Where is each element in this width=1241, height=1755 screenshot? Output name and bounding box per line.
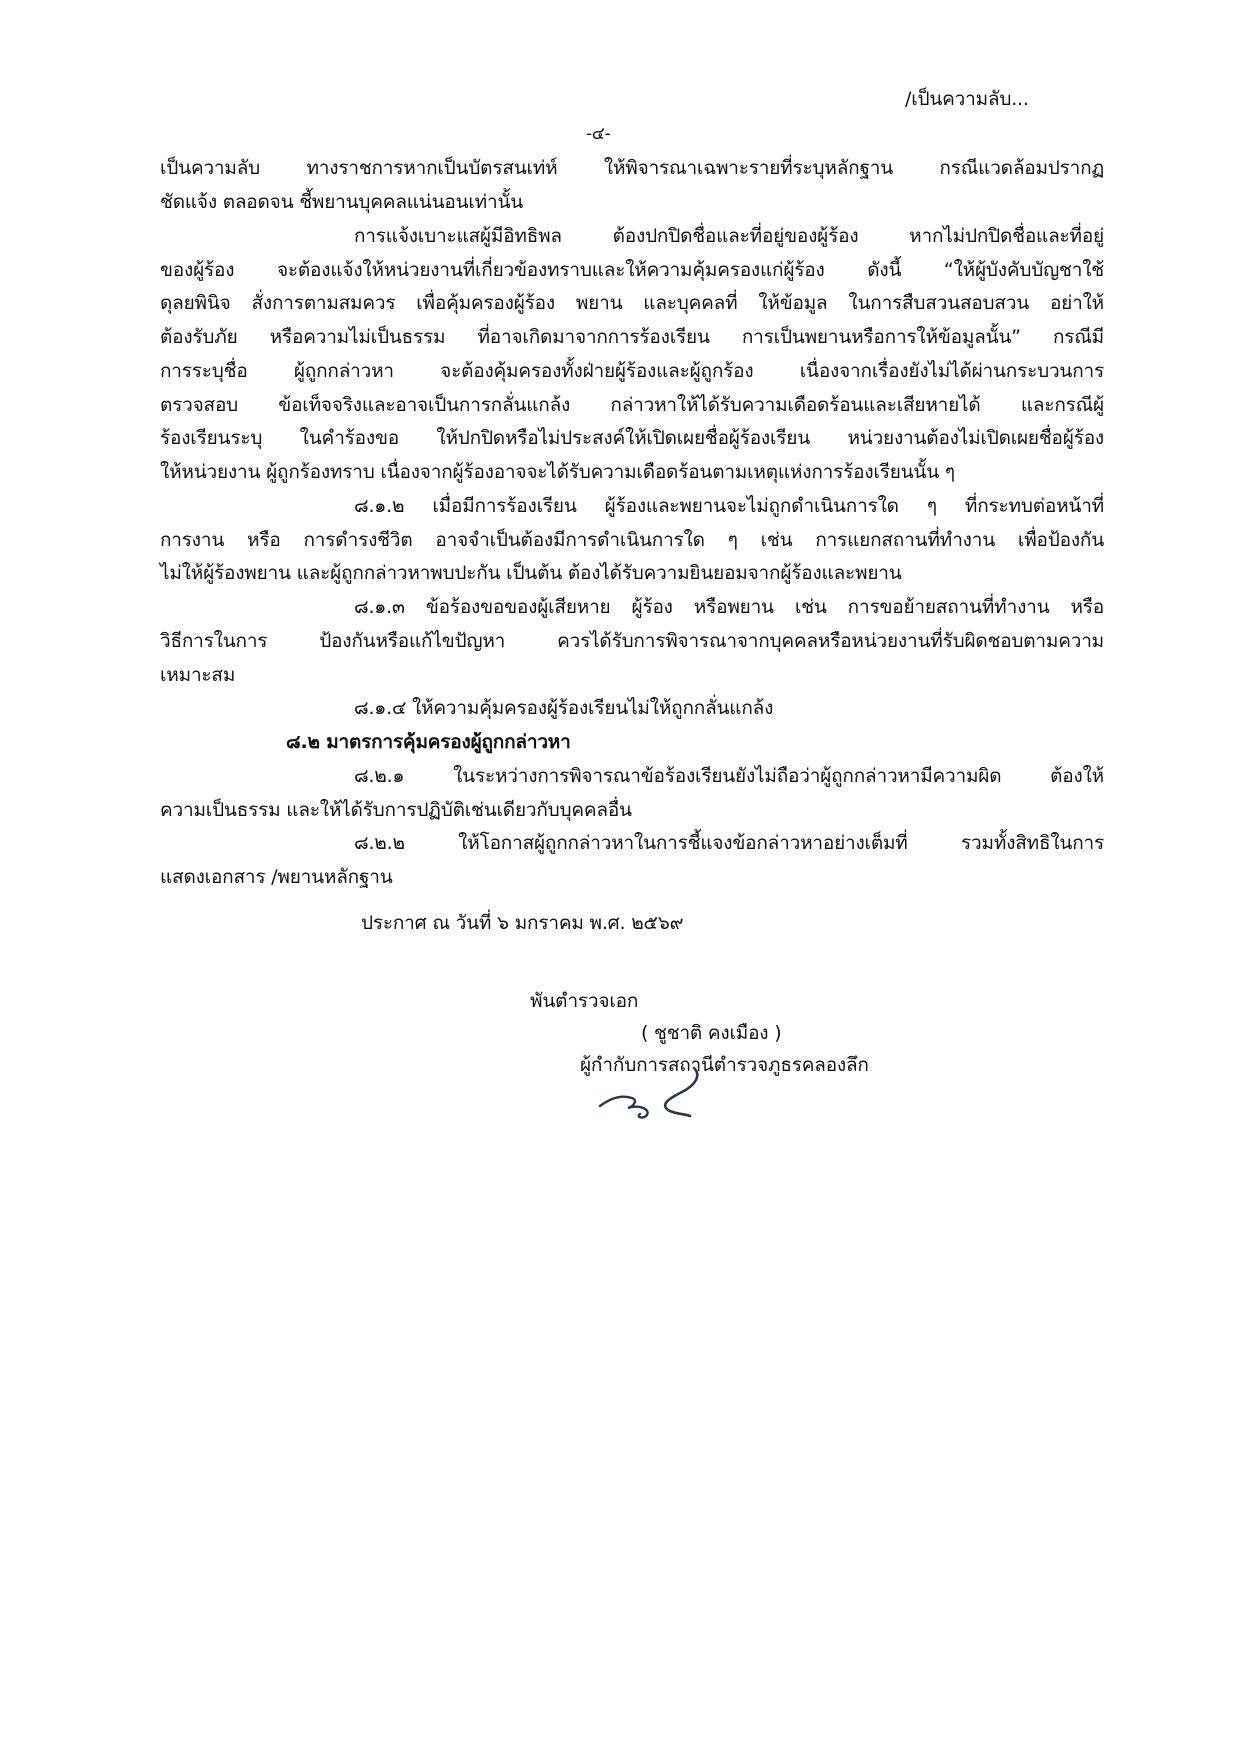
clause-8-2-2: ๘.๒.๒ ให้โอกาสผู้ถูกกล่าวหาในการชี้แจงข้อกล่าวหาอย่างเต็มที่ รวมทั้งสิทธิในการ	[354, 832, 1104, 854]
paragraph-line: แสดงเอกสาร /พยานหลักฐาน	[160, 866, 393, 888]
paragraph-line: ชัดแจ้ง ตลอดจน ชี้พยานบุคคลแน่นอนเท่านั้น	[160, 191, 524, 213]
clause-8-1-3: ๘.๑.๓ ข้อร้องขอของผู้เสียหาย ผู้ร้อง หรือพยาน เช่น การขอย้ายสถานที่ทำงาน หรือ	[354, 596, 1104, 618]
paragraph-line: การงาน หรือ การดำรงชีวิต อาจจำเป็นต้องมีการดำเนินการใด ๆ เช่น การแยกสถานที่ทำงาน เพื่อป้องกัน	[160, 529, 1104, 551]
continuation-marker: /เป็นความลับ...	[905, 88, 1029, 110]
paragraph-line: การระบุชื่อ ผู้ถูกกล่าวหา จะต้องคุ้มครองทั้งฝ่ายผู้ร้องและผู้ถูกร้อง เนื่องจากเรื่องยังไม่ได้ผ่านกระบวนการ	[160, 360, 1104, 382]
announcement-date: ประกาศ ณ วันที่ ๖ มกราคม พ.ศ. ๒๕๖๙	[361, 912, 684, 934]
paragraph-line: ตรวจสอบ ข้อเท็จจริงและอาจเป็นการกลั่นแกล้ง กล่าวหาให้ได้รับความเดือดร้อนและเสียหายได้ และกรณีผู้	[160, 394, 1104, 416]
clause-8-1-2: ๘.๑.๒ เมื่อมีการร้องเรียน ผู้ร้องและพยานจะไม่ถูกดำเนินการใด ๆ ที่กระทบต่อหน้าที่	[354, 495, 1104, 517]
signer-rank: พันตำรวจเอก	[530, 990, 639, 1012]
page-number: -๔-	[586, 124, 611, 144]
signer-position: ผู้กำกับการสถานีตำรวจภูธรคลองลึก	[580, 1054, 869, 1076]
paragraph-line: ไม่ให้ผู้ร้องพยาน และผู้ถูกกล่าวหาพบปะกัน เป็นต้น ต้องได้รับความยินยอมจากผู้ร้องและพยาน	[160, 562, 902, 584]
clause-8-2-1: ๘.๒.๑ ในระหว่างการพิจารณาข้อร้องเรียนยังไม่ถือว่าผู้ถูกกล่าวหามีความผิด ต้องให้	[354, 765, 1104, 787]
paragraph-line: ดุลยพินิจ สั่งการตามสมควร เพื่อคุ้มครองผู้ร้อง พยาน และบุคคลที่ ให้ข้อมูล ในการสืบสวนสอบสวน อย่าให้	[160, 292, 1104, 314]
section-heading-8-2: ๘.๒ มาตรการคุ้มครองผู้ถูกกล่าวหา	[286, 731, 571, 753]
paragraph-line: เหมาะสม	[160, 664, 236, 686]
paragraph-line: การแจ้งเบาะแสผู้มีอิทธิพล ต้องปกปิดชื่อและที่อยู่ของผู้ร้อง หากไม่ปกปิดชื่อและที่อยู่	[354, 225, 1104, 247]
clause-8-1-4: ๘.๑.๔ ให้ความคุ้มครองผู้ร้องเรียนไม่ให้ถูกกลั่นแกล้ง	[354, 697, 774, 719]
signer-name: ( ชูชาติ คงเมือง )	[641, 1022, 782, 1044]
paragraph-line: ร้องเรียนระบุ ในคำร้องขอ ให้ปกปิดหรือไม่ประสงค์ให้เปิดเผยชื่อผู้ร้องเรียน หน่วยงานต้องไม่เปิดเผยชื่อผู้ร้อง	[160, 427, 1104, 449]
paragraph-line: วิธีการในการ ป้องกันหรือแก้ไขปัญหา ควรได้รับการพิจารณาจากบุคคลหรือหน่วยงานที่รับผิดชอบตามความ	[160, 630, 1104, 652]
paragraph-line: ความเป็นธรรม และให้ได้รับการปฏิบัติเช่นเดียวกับบุคคลอื่น	[160, 799, 632, 821]
paragraph-line: ต้องรับภัย หรือความไม่เป็นธรรม ที่อาจเกิดมาจากการร้องเรียน การเป็นพยานหรือการให้ข้อมูลนั้น” กรณีมี	[160, 326, 1104, 348]
paragraph-line: ของผู้ร้อง จะต้องแจ้งให้หน่วยงานที่เกี่ยวข้องทราบและให้ความคุ้มครองแก่ผู้ร้อง ดังนี้ “ให้ผู้บังคับบัญชาใช้	[160, 259, 1104, 281]
paragraph-line: ให้หน่วยงาน ผู้ถูกร้องทราบ เนื่องจากผู้ร้องอาจจะได้รับความเดือดร้อนตามเหตุแห่งการร้องเรียนนั้น ๆ	[160, 461, 955, 483]
paragraph-line: เป็นความลับ ทางราชการหากเป็นบัตรสนเท่ห์ ให้พิจารณาเฉพาะรายที่ระบุหลักฐาน กรณีแวดล้อมปรากฏ	[160, 157, 1104, 179]
